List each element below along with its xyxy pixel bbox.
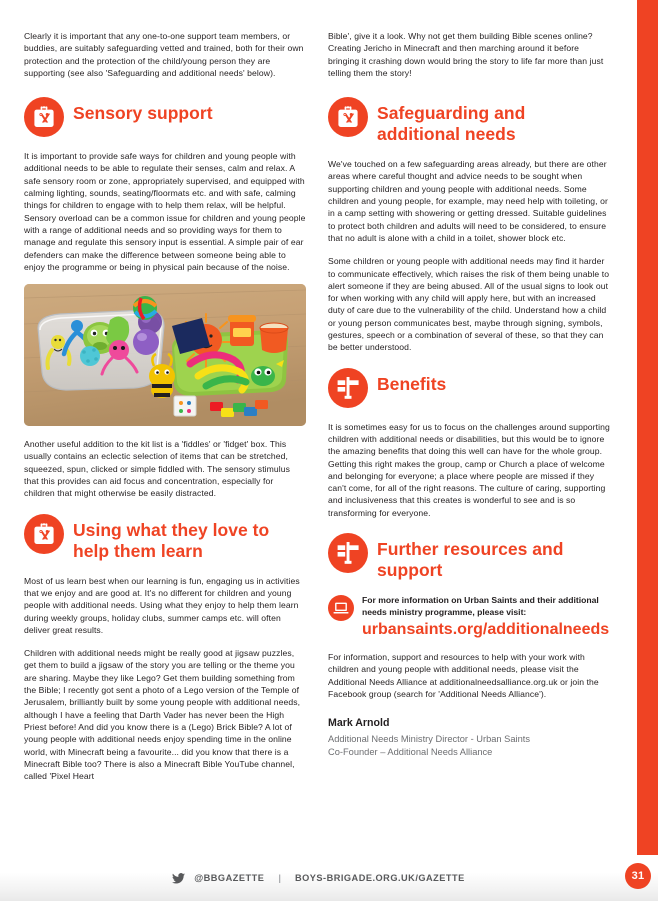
section-title: Sensory support [73, 103, 213, 124]
section-heading-using-what-they-love [24, 514, 306, 562]
gazette-website[interactable]: BOYS-BRIGADE.ORG.UK/GAZETTE [294, 873, 465, 883]
laptop-icon [328, 595, 354, 621]
section-heading-further-resources [328, 533, 610, 581]
section-title: Benefits [377, 373, 447, 394]
section-heading-benefits [328, 368, 610, 408]
safeguarding-paragraph-2: Some children or young people with additional needs may find it harder to communicate effectively, which raises the risk of them being unable to alert someone if they are being abused. All of the usual signs to look out for when working with any child will apply here, but with an increased duty of care due to the vulnerability of the child. Understand how a child or young person communicates best, maybe through signing, symbols, gestures, speech or a combination of several of these, so that they can be better understood. [328, 256, 610, 353]
benefits-paragraph: It is sometimes easy for us to focus on the challenges around supporting children with additional needs or disabilities, but this would be to ignore the amazing benefits that doing this well can have for the whole group. Getting this right makes the group, camp or Church a place of welcome and belonging for everyone; a place where people are missed if they can't come, for all of the right reasons. The culture of caring, supporting and inclusiveness that this creates is wonderful to see and is so transforming for everyone. [328, 421, 610, 518]
sensory-fiddle-box-photo [24, 284, 306, 426]
resource-callout [328, 594, 610, 621]
footer-content [0, 855, 637, 901]
safeguarding-paragraph-1: We've touched on a few safeguarding areas already, but there are other areas where careful thought and advice needs to be sought when supporting children and young people with additional needs. Some children and young people, for example, may need help with toileting, or in a camp setting with showering or getting dressed. Suitable guidelines to protect both children and adults will need to be considered, to ensure that no adult is alone with a child in a toilet, shower block etc. [328, 159, 608, 243]
section-title: Further resources and support [377, 539, 564, 581]
section-heading-safeguarding [328, 97, 610, 145]
left-column [24, 30, 306, 782]
author-role-line-2: Co-Founder – Additional Needs Alliance [328, 746, 493, 757]
callout-text: For more information on Urban Saints and their additional needs ministry programme, please visit: [362, 595, 599, 618]
right-column [328, 30, 610, 758]
further-resources-paragraph: For information, support and resources to help with your work with children and young people with additional needs, please visit the Additional Needs Alliance at additionalneedsalliance.org.uk or join the Facebook group (search for 'Additional Needs Alliance'). [328, 652, 599, 699]
section-heading-sensory-support [24, 97, 306, 137]
section-title: Using what they love to help them learn [73, 519, 270, 561]
twitter-bird-icon [172, 873, 185, 884]
page-number-badge: 31 [625, 863, 651, 889]
toolbox-icon [24, 514, 64, 554]
toolbox-icon [328, 97, 368, 137]
using-paragraph-1: Most of us learn best when our learning is fun, engaging us in activities that we enjoy and are good at. It's no different for children and young people with additional needs. Using what they enjoy to help them learn during weekly groups, holiday clubs, summer camps etc. will often deliver great results. [24, 575, 300, 635]
continued-paragraph: Bible', give it a look. Why not get them building Bible scenes online? Creating Jericho in Minecraft and then marching around it before bringing it crashing down would bring the story to life far more than just telling them the story! [328, 31, 604, 78]
two-column-layout [24, 30, 613, 782]
page-footer [0, 855, 658, 901]
intro-paragraph: Clearly it is important that any one-to-one support team members, or buddies, are suitably safeguarding vetted and trained, both for their own protection and the protection of the child/young person they are supporting (see also 'Safeguarding and additional needs' below). [24, 31, 304, 78]
sensory-paragraph: It is important to provide safe ways for children and young people with additional needs to be able to regulate their senses, calm and relax. A safe sensory room or zone, appropriately supervised, and equipped with calming lighting, sounds, seating/floormats etc. and with safe, calming things for children to engage with to help them relax, will be helpful. Sensory overload can be a common issue for children and young people with a range of additional needs and so providing ways for them to manage and regulate this sensory input is essential. A simple pair of ear defenders can make the difference between someone being able to enjoy the programme or being in physical pain because of the noise. [24, 151, 306, 272]
urbansaints-link[interactable]: urbansaints.org/additionalneeds [362, 621, 610, 639]
footer-separator: | [278, 873, 281, 883]
toolbox-icon [24, 97, 64, 137]
signpost-icon [328, 533, 368, 573]
using-paragraph-2: Children with additional needs might be really good at jigsaw puzzles, get them to build a jigsaw of the story you are telling or the theme you are sharing. Maybe they like Lego? Get them building something from the Bible; I recently got sent a photo of a Lego version of the Temple of Jerusalem, brilliantly built by some young people with additional needs, although I have a feeling that Darth Vader has never been the High Priest before! And did you know there is a (Lego) Brick Bible? A lot of young people with additional needs enjoy spending time in the online world, with Minecraft being a favourite... did you know that there is a Minecraft Bible too? There is also a Minecraft Bible YouTube channel, called 'Pixel Heart [24, 648, 301, 782]
signpost-icon [328, 368, 368, 408]
section-title: Safeguarding and additional needs [377, 103, 526, 145]
photo-caption-paragraph: Another useful addition to the kit list is a 'fiddles' or 'fidget' box. This usually contains an eclectic selection of items that can be stretched, squeezed, spun, clicked or simple fiddled with. The sensory stimulus that this provides can aid focus and concentration, especially for children that might otherwise be easily distracted. [24, 439, 291, 499]
author-name: Mark Arnold [328, 717, 390, 730]
page-edge-accent-bar [637, 0, 658, 901]
twitter-handle[interactable]: @BBGAZETTE [194, 873, 265, 883]
author-role-line-1: Additional Needs Ministry Director - Urban Saints [328, 734, 531, 745]
